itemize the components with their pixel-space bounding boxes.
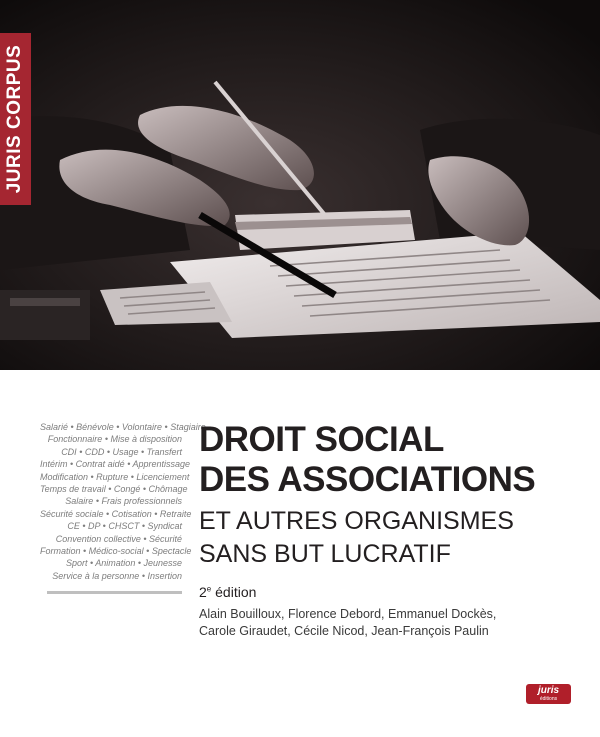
edition-label — [199, 584, 256, 600]
keyword-line: Intérim • Contrat aidé • Apprentissage — [40, 459, 191, 470]
keyword-line: Convention collective • Sécurité — [55, 533, 182, 544]
keyword-line: Salarié • Bénévole • Volontaire • Stagiaire — [40, 422, 206, 432]
book-subtitle — [199, 505, 514, 571]
keyword-line: Sport • Animation • Jeunesse — [65, 558, 182, 569]
edition-number: 2 — [199, 584, 207, 600]
book-title — [199, 420, 535, 500]
keywords-divider — [47, 591, 182, 594]
edition-text: édition — [211, 584, 257, 600]
keyword-line: Formation • Médico-social • Spectacle — [40, 546, 192, 557]
keyword-line: CE • DP • CHSCT • Syndicat — [67, 521, 182, 532]
keyword-line: Service à la personne • Insertion — [52, 570, 182, 581]
subtitle-line-2: SANS BUT LUCRATIF — [199, 540, 451, 568]
title-line-2: DES ASSOCIATIONS — [199, 460, 536, 499]
series-name: JURIS CORPUS — [4, 44, 25, 194]
keywords-column — [40, 421, 206, 582]
keyword-line: Fonctionnaire • Mise à disposition — [47, 434, 182, 445]
publisher-logo — [526, 684, 571, 704]
keyword-line: Sécurité sociale • Cotisation • Retraite — [40, 508, 192, 519]
subtitle-line-1: ET AUTRES ORGANISMES — [199, 507, 514, 535]
keyword-line: Temps de travail • Congé • Chômage — [40, 484, 188, 495]
edition-superscript: e — [206, 584, 212, 594]
authors-line-2: Carole Giraudet, Cécile Nicod, Jean-François Paulin — [199, 624, 489, 638]
keyword-line: Salaire • Frais professionnels — [65, 496, 182, 507]
publisher-sub: éditions — [539, 696, 558, 702]
authors — [199, 606, 496, 640]
authors-line-1: Alain Bouilloux, Florence Debord, Emmanuel Dockès, — [199, 607, 497, 621]
title-line-1: DROIT SOCIAL — [199, 420, 444, 459]
publisher-name: juris — [537, 685, 560, 696]
keyword-line: Modification • Rupture • Licenciement — [40, 471, 190, 482]
keyword-line: CDI • CDD • Usage • Transfert — [61, 446, 182, 457]
